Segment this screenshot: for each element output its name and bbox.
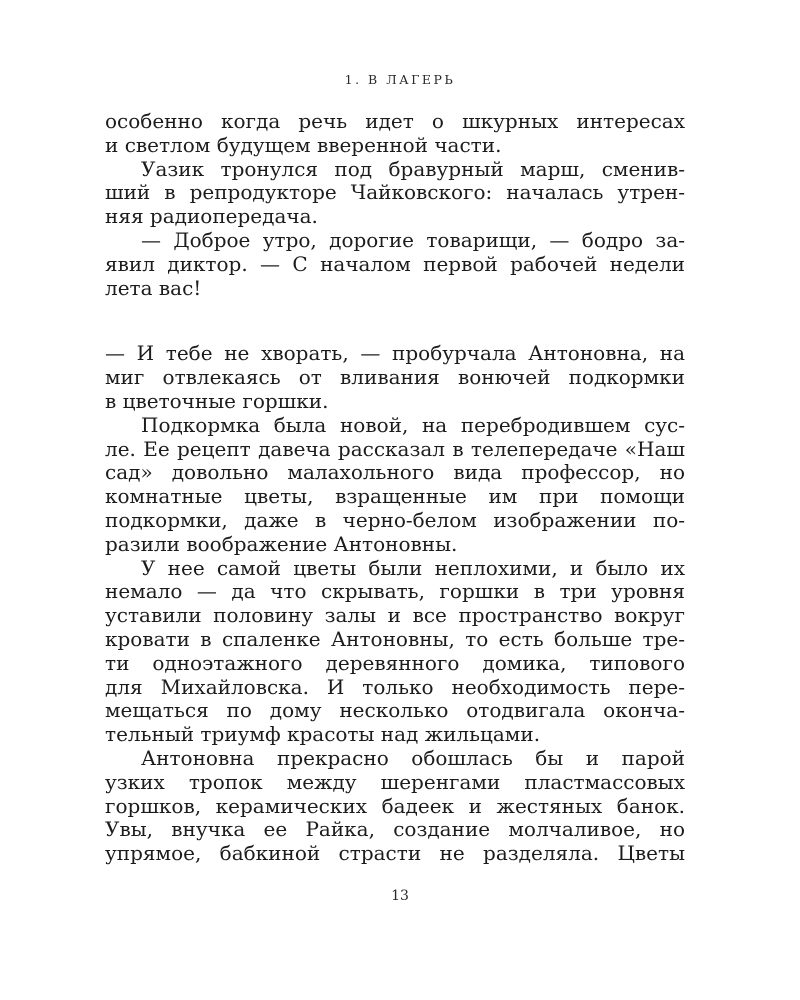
paragraph <box>105 747 685 866</box>
text-line: немало — да что скрывать, горшки в три уровня <box>105 580 685 604</box>
paragraph <box>105 110 685 158</box>
paragraph <box>105 229 685 300</box>
text-line: — И тебе не хворать, — пробурчала Антоновна, на <box>105 342 685 366</box>
chapter-header: 1. В ЛАГЕРЬ <box>344 72 456 87</box>
text-line: няя радиопередача. <box>105 205 318 229</box>
text-line: комнатные цветы, взращенные им при помощи <box>105 485 685 509</box>
page-number: 13 <box>391 888 409 904</box>
text-line: ший в репродукторе Чайковского: началась утрен- <box>105 181 685 205</box>
text-line: Уазик тронулся под бравурный марш, сменив- <box>141 157 685 181</box>
section-break <box>105 300 685 342</box>
paragraph <box>105 158 685 229</box>
text-line: мещаться по дому несколько отодвигала оконча- <box>105 699 685 723</box>
text-line: Подкормка была новой, на перебродившем сус- <box>141 413 685 437</box>
text-line: особенно когда речь идет о шкурных интересах <box>105 110 685 133</box>
text-line: кровати в спаленке Антоновны, то есть больше тре- <box>105 627 685 651</box>
text-line: в цветочные горшки. <box>105 389 329 413</box>
text-line: и светлом будущем вверенной части. <box>105 133 502 157</box>
text-line: сад» довольно малахольного вида профессор, но <box>105 461 685 485</box>
paragraph <box>105 557 685 747</box>
text-line: — Доброе утро, дорогие товарищи, — бодро за- <box>141 228 685 252</box>
text-line: явил диктор. — С началом первой рабочей недели <box>105 252 685 276</box>
text-line: Антоновна прекрасно обошлась бы и парой <box>141 746 685 770</box>
text-line: для Михайловска. И только необходимость пере- <box>105 675 685 699</box>
text-line: миг отвлекаясь от вливания вонючей подкормки <box>105 366 685 390</box>
text-line: ле. Ее рецепт давеча рассказал в телепередаче «Наш <box>105 437 685 461</box>
text-line: горшков, керамических бадеек и жестяных банок. <box>105 794 685 818</box>
text-line: Увы, внучка ее Райка, создание молчаливое, но <box>105 818 685 842</box>
paragraph <box>105 414 685 557</box>
text-line: разили воображение Антоновны. <box>105 532 458 556</box>
text-line: тельный триумф красоты над жильцами. <box>105 723 541 747</box>
text-line: узких тропок между шеренгами пластмассовых <box>105 770 685 794</box>
text-line: упрямое, бабкиной страсти не разделяла. Цветы <box>105 842 685 866</box>
paragraph <box>105 342 685 413</box>
text-line: уставили половину залы и все пространство вокруг <box>105 604 685 628</box>
text-line: подкормки, даже в черно-белом изображении по- <box>105 508 685 532</box>
text-line: лета вас! <box>105 276 202 300</box>
text-body <box>105 110 685 866</box>
text-line: У нее самой цветы были неплохими, и было их <box>141 556 685 580</box>
text-line: ти одноэтажного деревянного домика, типового <box>105 651 685 675</box>
